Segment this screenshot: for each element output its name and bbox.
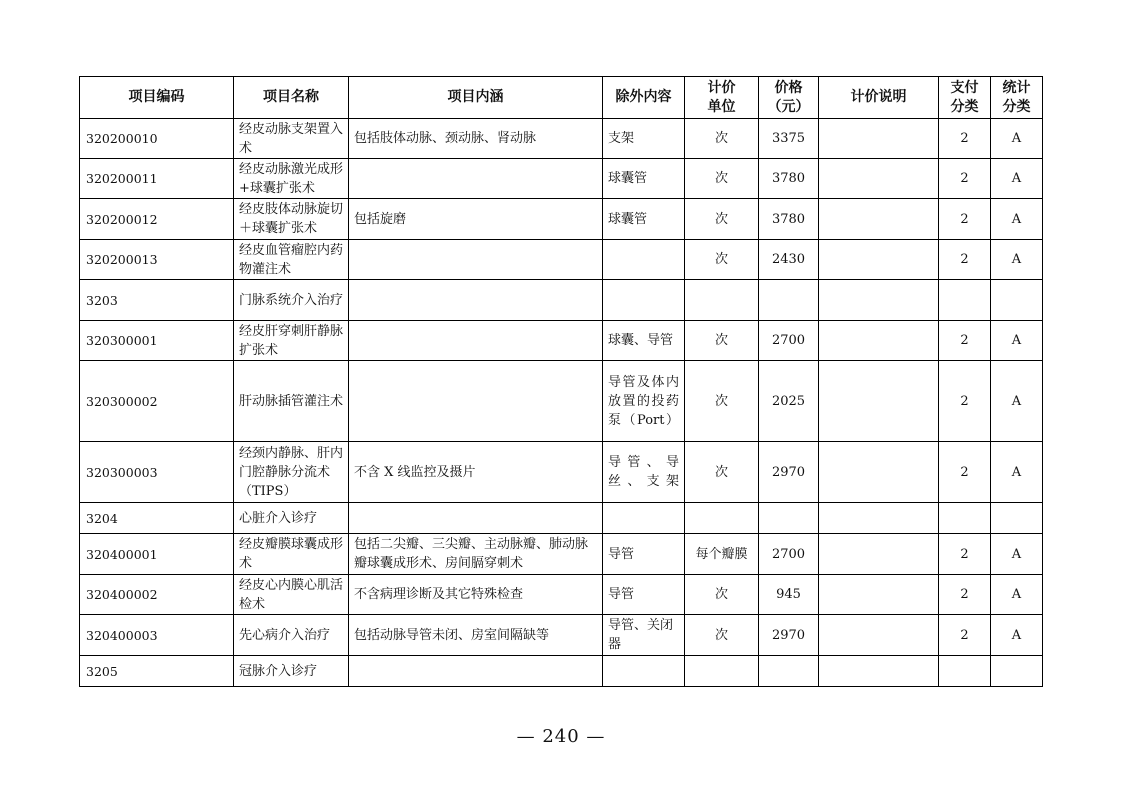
cell-name: 经皮瓣膜球囊成形术 bbox=[234, 534, 349, 575]
cell-exclusion bbox=[603, 240, 685, 280]
table-row bbox=[80, 534, 1043, 575]
cell-price: 2970 bbox=[759, 615, 819, 656]
cell-exclusion bbox=[603, 656, 685, 687]
cell-exclusion bbox=[603, 503, 685, 534]
cell-price: 2430 bbox=[759, 240, 819, 280]
table-row bbox=[80, 615, 1043, 656]
cell-price: 2700 bbox=[759, 534, 819, 575]
cell-name: 经皮肢体动脉旋切＋球囊扩张术 bbox=[234, 199, 349, 240]
cell-price: 3780 bbox=[759, 159, 819, 199]
cell-name: 肝动脉插管灌注术 bbox=[234, 361, 349, 442]
cell-name: 经皮血管瘤腔内药物灌注术 bbox=[234, 240, 349, 280]
table-row bbox=[80, 321, 1043, 361]
col-header-exclusion: 除外内容 bbox=[603, 77, 685, 119]
col-header-unit: 计价 单位 bbox=[685, 77, 759, 119]
col-header-content: 项目内涵 bbox=[349, 77, 603, 119]
cell-note bbox=[819, 119, 939, 159]
cell-stat: A bbox=[991, 321, 1043, 361]
cell-code: 3203 bbox=[80, 280, 234, 321]
cell-price: 945 bbox=[759, 575, 819, 615]
cell-content bbox=[349, 503, 603, 534]
page-number: — 240 — bbox=[516, 726, 606, 747]
col-header-pay: 支付 分类 bbox=[939, 77, 991, 119]
section-row bbox=[80, 503, 1043, 534]
cell-price bbox=[759, 656, 819, 687]
table-row bbox=[80, 361, 1043, 442]
cell-stat: A bbox=[991, 199, 1043, 240]
cell-name: 冠脉介入诊疗 bbox=[234, 656, 349, 687]
cell-code: 3205 bbox=[80, 656, 234, 687]
cell-exclusion: 球囊管 bbox=[603, 159, 685, 199]
section-row bbox=[80, 280, 1043, 321]
cell-note bbox=[819, 321, 939, 361]
col-header-stat: 统计 分类 bbox=[991, 77, 1043, 119]
col-header-code: 项目编码 bbox=[80, 77, 234, 119]
cell-stat: A bbox=[991, 159, 1043, 199]
cell-note bbox=[819, 361, 939, 442]
cell-note bbox=[819, 199, 939, 240]
cell-stat: A bbox=[991, 615, 1043, 656]
cell-stat bbox=[991, 656, 1043, 687]
cell-name: 经颈内静脉、肝内门腔静脉分流术（TIPS） bbox=[234, 442, 349, 503]
cell-content: 不含病理诊断及其它特殊检查 bbox=[349, 575, 603, 615]
cell-content bbox=[349, 280, 603, 321]
cell-content: 包括二尖瓣、三尖瓣、主动脉瓣、肺动脉瓣球囊成形术、房间膈穿刺术 bbox=[349, 534, 603, 575]
cell-code: 3204 bbox=[80, 503, 234, 534]
cell-price bbox=[759, 503, 819, 534]
cell-stat bbox=[991, 280, 1043, 321]
cell-code: 320200011 bbox=[80, 159, 234, 199]
cell-unit: 次 bbox=[685, 119, 759, 159]
cell-note bbox=[819, 503, 939, 534]
cell-pay bbox=[939, 503, 991, 534]
cell-unit bbox=[685, 656, 759, 687]
cell-unit: 次 bbox=[685, 159, 759, 199]
cell-code: 320300001 bbox=[80, 321, 234, 361]
cell-name: 经皮肝穿刺肝静脉扩张术 bbox=[234, 321, 349, 361]
cell-unit: 次 bbox=[685, 240, 759, 280]
cell-exclusion: 支架 bbox=[603, 119, 685, 159]
cell-stat: A bbox=[991, 534, 1043, 575]
cell-exclusion: 球囊、导管 bbox=[603, 321, 685, 361]
table-row bbox=[80, 442, 1043, 503]
cell-code: 320400003 bbox=[80, 615, 234, 656]
cell-unit bbox=[685, 280, 759, 321]
cell-name: 先心病介入治疗 bbox=[234, 615, 349, 656]
cell-code: 320200013 bbox=[80, 240, 234, 280]
cell-pay: 2 bbox=[939, 321, 991, 361]
header-row bbox=[80, 77, 1043, 119]
cell-content: 包括动脉导管未闭、房室间隔缺等 bbox=[349, 615, 603, 656]
cell-stat bbox=[991, 503, 1043, 534]
cell-note bbox=[819, 159, 939, 199]
cell-price: 2970 bbox=[759, 442, 819, 503]
cell-pay: 2 bbox=[939, 615, 991, 656]
fee-table bbox=[79, 76, 1043, 687]
cell-unit: 次 bbox=[685, 575, 759, 615]
cell-pay: 2 bbox=[939, 534, 991, 575]
cell-code: 320300002 bbox=[80, 361, 234, 442]
cell-note bbox=[819, 575, 939, 615]
cell-unit: 次 bbox=[685, 199, 759, 240]
cell-note bbox=[819, 656, 939, 687]
cell-stat: A bbox=[991, 119, 1043, 159]
cell-name: 门脉系统介入治疗 bbox=[234, 280, 349, 321]
cell-unit bbox=[685, 503, 759, 534]
cell-exclusion: 导管、关闭器 bbox=[603, 615, 685, 656]
cell-unit: 次 bbox=[685, 615, 759, 656]
table-row bbox=[80, 119, 1043, 159]
cell-code: 320400001 bbox=[80, 534, 234, 575]
cell-name: 经皮动脉支架置入术 bbox=[234, 119, 349, 159]
cell-price: 3375 bbox=[759, 119, 819, 159]
table-row bbox=[80, 240, 1043, 280]
cell-price: 3780 bbox=[759, 199, 819, 240]
cell-name: 心脏介入诊疗 bbox=[234, 503, 349, 534]
cell-pay bbox=[939, 656, 991, 687]
cell-stat: A bbox=[991, 575, 1043, 615]
cell-pay: 2 bbox=[939, 361, 991, 442]
cell-pay: 2 bbox=[939, 199, 991, 240]
cell-exclusion: 导管 bbox=[603, 575, 685, 615]
cell-stat: A bbox=[991, 240, 1043, 280]
cell-unit: 每个瓣膜 bbox=[685, 534, 759, 575]
cell-unit: 次 bbox=[685, 321, 759, 361]
cell-pay: 2 bbox=[939, 575, 991, 615]
cell-pay: 2 bbox=[939, 119, 991, 159]
section-row bbox=[80, 656, 1043, 687]
cell-content bbox=[349, 321, 603, 361]
cell-code: 320400002 bbox=[80, 575, 234, 615]
cell-content: 包括旋磨 bbox=[349, 199, 603, 240]
cell-code: 320200010 bbox=[80, 119, 234, 159]
cell-exclusion: 导管及体内放置的投药泵（Port） bbox=[603, 361, 685, 442]
cell-content bbox=[349, 656, 603, 687]
col-header-name: 项目名称 bbox=[234, 77, 349, 119]
table-row bbox=[80, 199, 1043, 240]
cell-note bbox=[819, 280, 939, 321]
cell-note bbox=[819, 240, 939, 280]
cell-name: 经皮心内膜心肌活检术 bbox=[234, 575, 349, 615]
cell-content bbox=[349, 361, 603, 442]
cell-pay bbox=[939, 280, 991, 321]
cell-unit: 次 bbox=[685, 442, 759, 503]
table-row bbox=[80, 575, 1043, 615]
col-header-price: 价格 （元） bbox=[759, 77, 819, 119]
cell-exclusion: 球囊管 bbox=[603, 199, 685, 240]
cell-pay: 2 bbox=[939, 159, 991, 199]
cell-code: 320300003 bbox=[80, 442, 234, 503]
cell-exclusion bbox=[603, 280, 685, 321]
cell-note bbox=[819, 615, 939, 656]
cell-price: 2700 bbox=[759, 321, 819, 361]
cell-price bbox=[759, 280, 819, 321]
cell-note bbox=[819, 442, 939, 503]
cell-content bbox=[349, 240, 603, 280]
cell-code: 320200012 bbox=[80, 199, 234, 240]
cell-pay: 2 bbox=[939, 240, 991, 280]
table-row bbox=[80, 159, 1043, 199]
cell-exclusion: 导管、导丝、支架 bbox=[603, 442, 685, 503]
col-header-note: 计价说明 bbox=[819, 77, 939, 119]
cell-name: 经皮动脉激光成形+球囊扩张术 bbox=[234, 159, 349, 199]
cell-exclusion: 导管 bbox=[603, 534, 685, 575]
cell-note bbox=[819, 534, 939, 575]
cell-content: 包括肢体动脉、颈动脉、肾动脉 bbox=[349, 119, 603, 159]
cell-stat: A bbox=[991, 442, 1043, 503]
cell-stat: A bbox=[991, 361, 1043, 442]
cell-content: 不含 X 线监控及摄片 bbox=[349, 442, 603, 503]
cell-content bbox=[349, 159, 603, 199]
cell-price: 2025 bbox=[759, 361, 819, 442]
cell-unit: 次 bbox=[685, 361, 759, 442]
cell-pay: 2 bbox=[939, 442, 991, 503]
